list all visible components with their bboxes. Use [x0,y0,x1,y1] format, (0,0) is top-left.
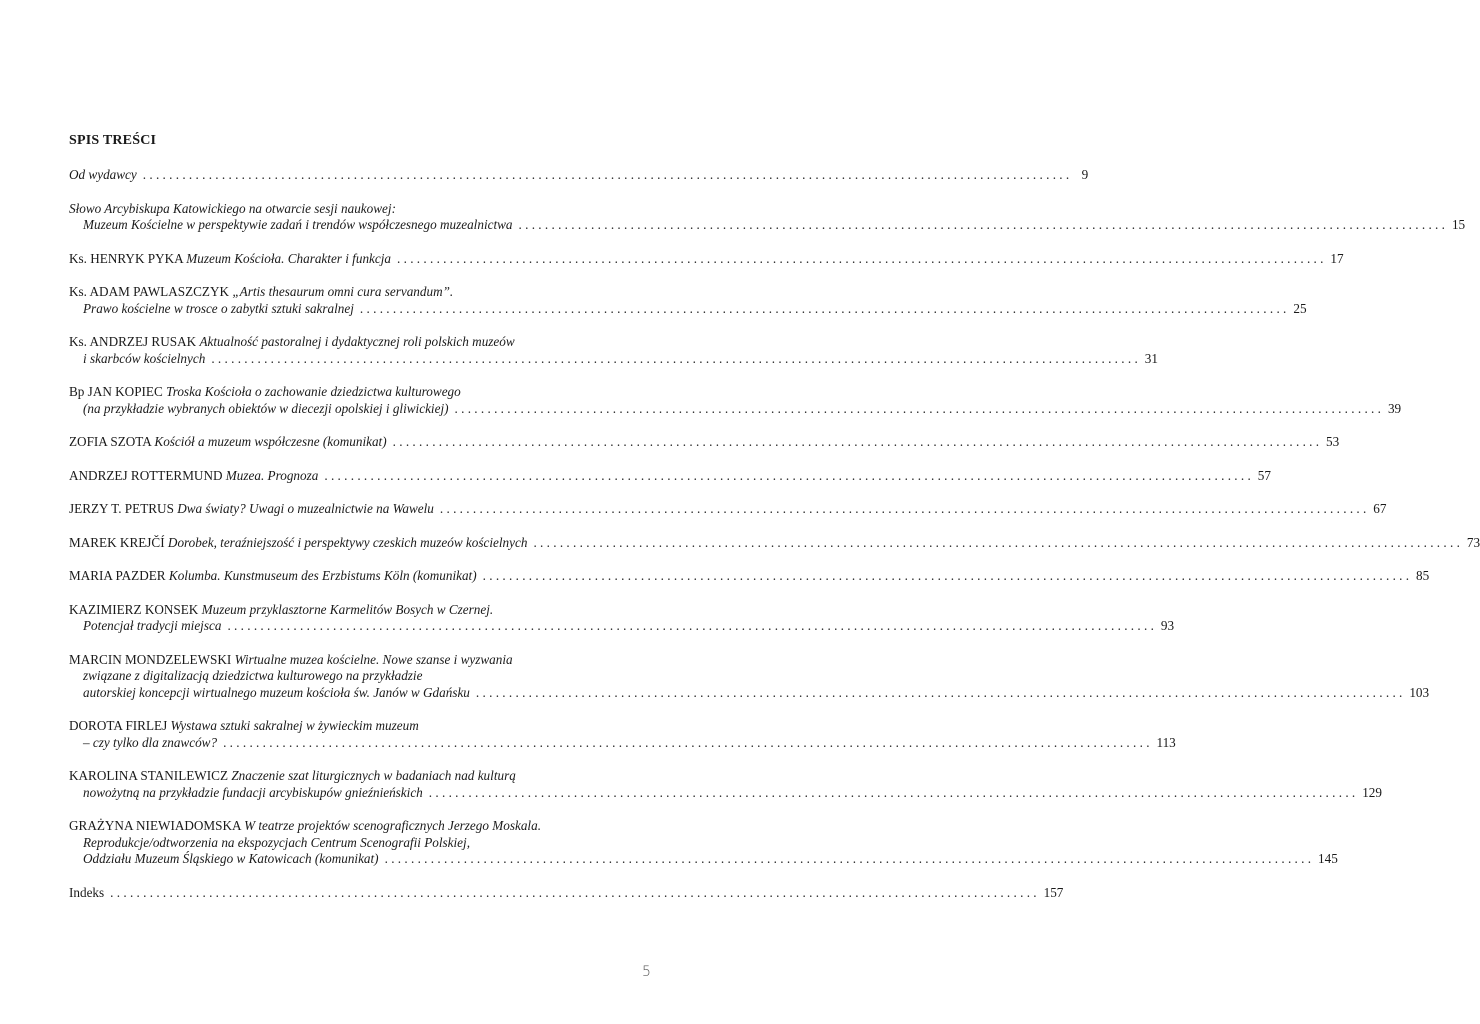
toc-line-text [83,835,470,852]
toc-title: Potencjał tradycji miejsca [83,618,222,633]
toc-line [69,652,649,669]
page-number: 5 [642,964,651,980]
toc-title: Dwa światy? Uwagi o muzealnictwie na Wawelu [177,501,434,516]
toc-entry [69,334,1158,367]
toc-entry [69,501,1387,518]
toc-leader-dots [483,568,1409,585]
toc-line [69,334,649,351]
toc-line-text [83,851,379,868]
toc-page-number: 67 [1373,501,1387,516]
toc-line [69,734,1176,752]
toc-page-number: 93 [1160,618,1175,633]
toc-line-text [69,602,493,619]
toc-author: MARIA PAZDER [69,568,169,583]
toc-line [69,300,1307,318]
toc-title: Znaczenie szat liturgicznych w badaniach nad kulturą [231,768,516,783]
toc-author: KAROLINA STANILEWICZ [69,768,232,783]
toc-page-number: 15 [1451,217,1466,232]
toc-line [69,568,1430,585]
toc-line-text [69,885,104,902]
toc-author: MAREK KREJČÍ [69,534,168,550]
toc-line-text [69,468,318,485]
toc-page-number: 129 [1362,784,1382,800]
toc-title: Muzeum przyklasztorne Karmelitów Bosych w Czernej. [201,601,494,617]
toc-line [69,250,1344,268]
toc-leader-dots [223,735,1149,752]
toc-title: – czy tylko dla znawców? [83,734,218,750]
toc-line-text [83,735,217,752]
toc-author: KAZIMIERZ KONSEK [69,601,202,617]
toc-author: Indeks [69,884,105,900]
toc-title: Od wydawcy [69,167,137,182]
toc-page-number: 145 [1318,851,1338,866]
toc-line-text [69,818,541,835]
toc-leader-dots [519,217,1445,234]
toc-line [69,668,649,685]
toc-entry [69,384,1402,417]
toc-page-number: 103 [1409,684,1430,700]
toc-title: (na przykładzie wybranych obiektów w diecezji opolskiej i gliwickiej) [83,400,449,416]
toc-page-number: 73 [1466,534,1480,550]
toc-line-text [83,785,423,802]
toc-line [69,784,1382,802]
toc-author: DOROTA FIRLEJ [69,718,171,733]
toc-line [69,284,649,301]
toc-author: Ks. ANDRZEJ RUSAK [69,334,200,349]
toc-line-text [83,668,422,685]
toc-entry [69,601,1175,635]
toc-leader-dots [385,851,1311,868]
toc-line-text [83,618,221,635]
toc-entry [69,768,1382,801]
toc-line [69,400,1402,418]
toc-author: JERZY T. PETRUS [69,501,178,516]
toc-title: Prawo kościelne w trosce o zabytki sztuki sakralnej [83,300,354,316]
toc-leader-dots [397,251,1323,268]
toc-title: Reprodukcje/odtworzenia na ekspozycjach Centrum Scenografii Polskiej, [83,834,470,850]
toc-entry [69,718,1176,751]
toc-line-text [69,652,513,669]
toc-entry [69,467,1271,485]
toc-entry [69,534,1480,552]
toc-leader-dots [429,785,1355,802]
toc-line [69,167,1089,184]
toc-page-number: 85 [1416,568,1430,583]
toc-line [69,618,1175,635]
toc-title: „Artis thesaurum omni cura servandum”. [232,284,454,299]
toc-page-number: 157 [1043,884,1064,900]
toc-line-text [83,301,354,318]
toc-entry [69,568,1430,585]
toc-line [69,602,649,619]
toc-line [69,768,649,785]
toc-leader-dots [324,468,1250,485]
toc-leader-dots [143,167,1069,184]
toc-line [69,851,1338,868]
toc-line-text [83,351,205,368]
toc-title: W teatrze projektów scenograficznych Jerzego Moskala. [244,818,541,833]
toc-line [69,684,1430,702]
toc-line [69,534,1480,552]
toc-leader-dots [211,351,1137,368]
toc-title: Muzeum Kościoła. Charakter i funkcja [186,250,391,266]
toc-title: Troska Kościoła o zachowanie dziedzictwa kulturowego [166,384,461,399]
toc-line-text [69,284,453,301]
toc-line-text [69,768,516,785]
toc-title: Kościół a muzeum współczesne (komunikat) [154,434,387,449]
toc-entry [69,167,1089,184]
toc-page-number: 31 [1144,350,1158,366]
toc-line [69,467,1271,485]
toc-line [69,884,1064,902]
toc-author: Ks. HENRYK PYKA [69,250,187,266]
toc-line [69,818,649,835]
toc-title: Oddziału Muzeum Śląskiego w Katowicach (komunikat) [83,851,379,866]
toc-page-number: 57 [1257,467,1271,483]
toc-leader-dots [476,685,1402,702]
toc-line-text [69,718,419,735]
toc-page-number: 25 [1293,300,1307,316]
toc-line [69,384,649,401]
toc-line-text [69,568,477,585]
toc-page-number: 53 [1326,434,1340,449]
toc-leader-dots [360,301,1286,318]
toc-entry [69,200,1466,234]
toc-line-text [83,685,470,702]
toc-author: GRAŻYNA NIEWIADOMSKA [69,818,245,833]
toc-leader-dots [533,535,1459,552]
toc-line-text [69,501,434,518]
toc-line-text [69,251,391,268]
toc-line-text [69,334,515,351]
toc-page-number: 9 [1081,167,1089,182]
page-title: SPIS TREŚCI [69,133,157,148]
toc-leader-dots [440,501,1366,518]
table-of-contents [69,167,1480,918]
toc-leader-dots [393,434,1319,451]
toc-line [69,835,649,852]
toc-author: Bp JAN KOPIEC [69,384,167,399]
toc-entry [69,884,1064,902]
toc-title: Wirtualne muzea kościelne. Nowe szanse i wyzwania [234,651,513,667]
toc-title: Dorobek, teraźniejszość i perspektywy czeskich muzeów kościelnych [167,534,528,550]
toc-entry [69,818,1338,868]
toc-entry [69,284,1307,317]
toc-title: Aktualność pastoralnej i dydaktycznej roli polskich muzeów [199,334,515,349]
toc-title: związane z digitalizacją dziedzictwa kulturowego na przykładzie [83,668,423,683]
toc-author: MARCIN MONDZELEWSKI [69,651,235,667]
toc-author: ANDRZEJ ROTTERMUND [69,467,226,483]
toc-line [69,434,1340,451]
toc-line [69,718,649,735]
toc-line-text [69,201,396,218]
toc-author: Ks. ADAM PAWLASZCZYK [69,284,233,299]
toc-page-number: 113 [1156,734,1176,750]
toc-entry [69,651,1430,702]
toc-line [69,217,1466,234]
toc-title: Kolumba. Kunstmuseum des Erzbistums Köln (komunikat) [168,568,477,583]
toc-line [69,501,1387,518]
toc-title: Słowo Arcybiskupa Katowickiego na otwarcie sesji naukowej: [69,200,396,216]
toc-line [69,201,649,218]
toc-entry [69,250,1344,268]
toc-title: Wystawa sztuki sakralnej w żywieckim muzeum [170,718,419,733]
toc-leader-dots [110,885,1036,902]
toc-title: Muzea. Prognoza [225,467,319,483]
toc-leader-dots [227,618,1153,635]
toc-leader-dots [455,401,1381,418]
toc-title: nowożytną na przykładzie fundacji arcybiskupów gnieźnieńskich [83,784,423,800]
toc-line-text [69,167,137,184]
toc-author: ZOFIA SZOTA [69,434,155,449]
toc-line-text [69,434,387,451]
toc-line-text [69,384,461,401]
toc-title: autorskiej koncepcji wirtualnego muzeum kościoła św. Janów w Gdańsku [83,684,470,700]
toc-line-text [83,401,449,418]
toc-entry [69,434,1340,451]
toc-line [69,350,1158,368]
toc-page-number: 17 [1330,250,1344,266]
toc-title: i skarbców kościelnych [83,350,206,366]
toc-line-text [83,217,513,234]
toc-line-text [69,535,527,552]
toc-title: Muzeum Kościelne w perspektywie zadań i trendów współczesnego muzealnictwa [83,217,513,232]
toc-page-number: 39 [1387,400,1402,416]
